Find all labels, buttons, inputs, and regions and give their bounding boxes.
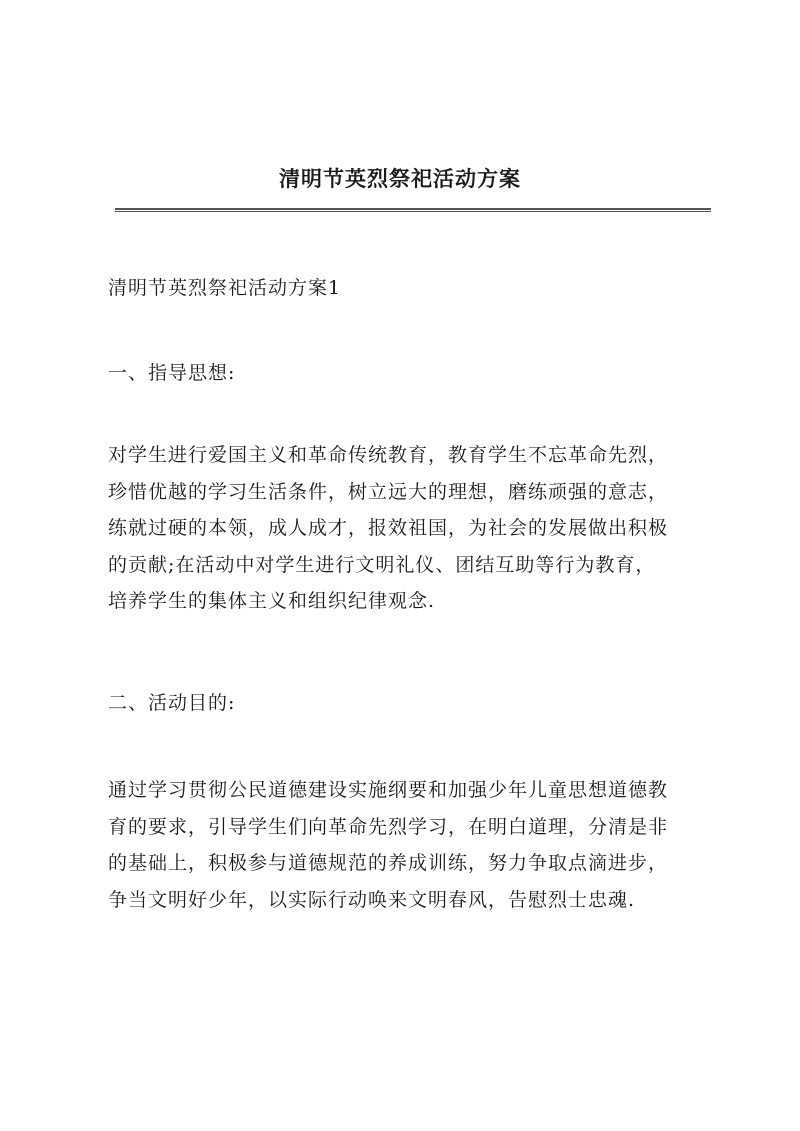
paragraph-line: 育的要求，引导学生们向革命先烈学习，在明白道理，分清是非 [108,815,669,838]
paragraph-line: 珍惜优越的学习生活条件，树立远大的理想，磨练顽强的意志， [108,480,669,503]
section-paragraph-guiding-ideology [108,437,708,620]
paragraph-line: 培养学生的集体主义和组织纪律观念. [108,590,436,612]
section-heading-guiding-ideology: 一、指导思想: [108,362,236,384]
document-subtitle: 清明节英烈祭祀活动方案1 [108,277,342,299]
paragraph-line: 对学生进行爱国主义和革命传统教育，教育学生不忘革命先烈， [108,444,669,466]
paragraph-line: 通过学习贯彻公民道德建设实施纲要和加强少年儿童思想道德教 [108,779,669,801]
title-divider [115,208,711,212]
paragraph-line: 的贡献;在活动中对学生进行文明礼仪、团结互助等行为教育， [108,553,656,576]
paragraph-line: 的基础上，积极参与道德规范的养成训练，努力争取点滴进步， [108,852,669,874]
document-title: 清明节英烈祭祀活动方案 [279,166,521,191]
section-paragraph-activity-purpose [108,772,708,918]
paragraph-line: 练就过硬的本领，成人成才，报效祖国，为社会的发展做出积极 [108,517,669,539]
paragraph-line: 争当文明好少年，以实际行动唤来文明春风，告慰烈士忠魂. [108,888,636,911]
section-heading-activity-purpose: 二、活动目的: [108,692,236,714]
